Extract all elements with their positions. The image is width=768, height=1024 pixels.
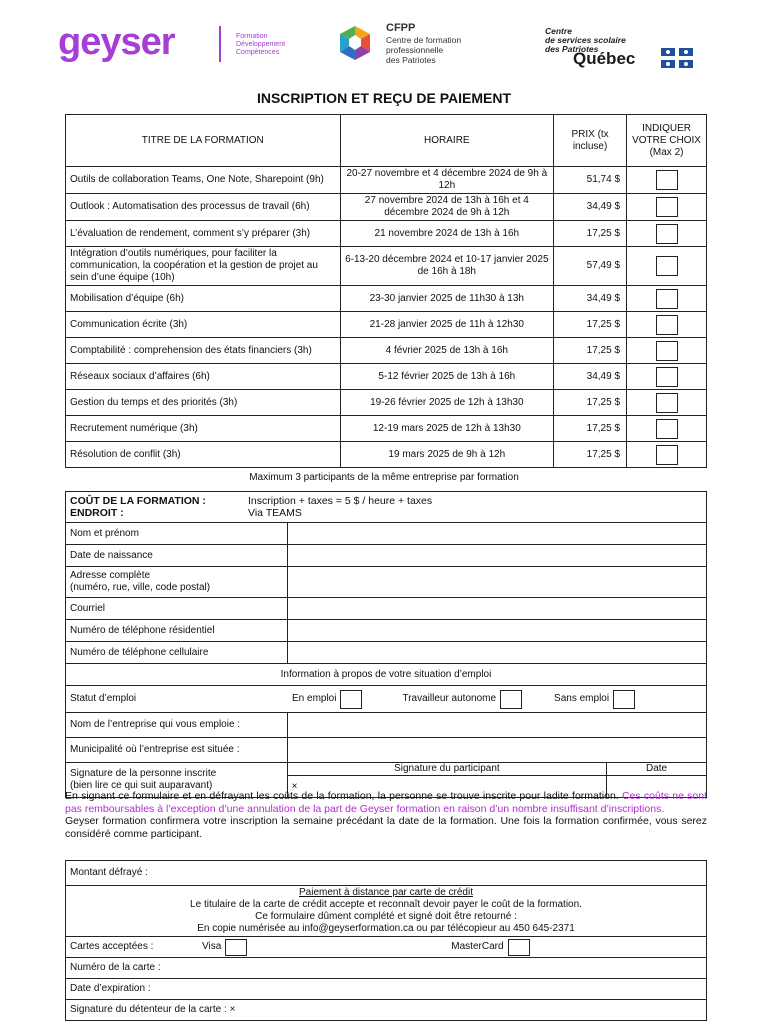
amount-row <box>66 861 707 886</box>
course-title: Intégration d’outils numériques, pour faciliter la communication, la coopération et la gestion de projet au sein d’une équipe (10h) <box>66 247 341 286</box>
col-header-price: PRIX (tx incluse) <box>554 115 627 167</box>
card-number-row <box>66 958 707 979</box>
address-hint: (numéro, rue, ville, code postal) <box>70 582 211 593</box>
course-price: 34,49 $ <box>554 286 627 312</box>
signature-label: Signature de la personne inscrite <box>70 768 217 779</box>
col-header-title: TITRE DE LA FORMATION <box>66 115 341 167</box>
mastercard-label: MasterCard <box>451 941 504 952</box>
cards-row <box>66 937 707 958</box>
card-number-label: Numéro de la carte : <box>70 962 161 973</box>
unemployed-label: Sans emploi <box>554 693 610 704</box>
page-title: INSCRIPTION ET REÇU DE PAIEMENT <box>256 90 512 106</box>
course-schedule: 19 mars 2025 de 9h à 12h <box>340 442 554 468</box>
visa-label: Visa <box>202 941 222 952</box>
course-title: L’évaluation de rendement, comment s’y préparer (3h) <box>66 221 341 247</box>
quebec-flag-icon <box>661 48 693 68</box>
address-label: Adresse complète <box>70 570 151 581</box>
quebec-wordmark: Québec <box>573 49 636 68</box>
course-choice-checkbox[interactable] <box>656 393 678 413</box>
cost-value: Inscription + taxes = 5 $ / heure + taxes <box>248 495 433 507</box>
holder-signature-field[interactable] <box>66 1000 707 1021</box>
payment-table <box>65 860 707 1021</box>
name-label: Nom et prénom <box>66 523 288 545</box>
card-number-field[interactable] <box>66 958 707 979</box>
employment-status-row <box>66 686 707 713</box>
course-price: 34,49 $ <box>554 194 627 221</box>
col-header-choice: INDIQUER VOTRE CHOIX (Max 2) <box>627 115 707 167</box>
remote-payment-row <box>66 886 707 937</box>
status-label: Statut d’emploi <box>70 693 137 704</box>
course-schedule: 21-28 janvier 2025 de 11h à 12h30 <box>340 312 554 338</box>
course-choice-cell <box>627 312 707 338</box>
course-schedule: 23-30 janvier 2025 de 11h30 à 13h <box>340 286 554 312</box>
email-row <box>66 598 707 620</box>
notice-text-2: Geyser formation confirmera votre inscription la semaine précédant la date de la formation. Une fois la formation confirmée, vous serez considéré comme participant. <box>65 815 707 840</box>
course-schedule: 19-26 février 2025 de 12h à 13h30 <box>340 390 554 416</box>
course-price: 17,25 $ <box>554 312 627 338</box>
self-employed-label: Travailleur autonome <box>402 693 497 704</box>
expiry-row <box>66 979 707 1000</box>
course-price: 17,25 $ <box>554 221 627 247</box>
remote-payment-title: Paiement à distance par carte de crédit <box>299 887 473 898</box>
place-label: ENDROIT : <box>70 507 124 519</box>
course-title: Recrutement numérique (3h) <box>66 416 341 442</box>
course-choice-checkbox[interactable] <box>656 224 678 244</box>
signature-hint: (bien lire ce qui suit auparavant) <box>70 780 213 791</box>
signature-participant-header: Signature du participant <box>287 763 606 776</box>
address-label-cell <box>66 567 288 598</box>
mastercard-checkbox[interactable] <box>508 939 530 956</box>
course-row <box>66 221 707 247</box>
cost-label: COÛT DE LA FORMATION : <box>70 495 206 507</box>
place-value: Via TEAMS <box>248 507 302 519</box>
date-header: Date <box>607 763 707 776</box>
course-title: Communication écrite (3h) <box>66 312 341 338</box>
self-employed-checkbox[interactable] <box>500 690 522 709</box>
course-row <box>66 167 707 194</box>
registration-table <box>65 491 707 798</box>
course-schedule: 5-12 février 2025 de 13h à 16h <box>340 364 554 390</box>
home-phone-label: Numéro de téléphone résidentiel <box>66 620 288 642</box>
course-choice-cell <box>627 221 707 247</box>
logo-divider <box>219 26 221 62</box>
expiry-label: Date d’expiration : <box>70 983 151 994</box>
employed-checkbox[interactable] <box>340 690 362 709</box>
course-price: 17,25 $ <box>554 390 627 416</box>
course-schedule: 21 novembre 2024 de 13h à 16h <box>340 221 554 247</box>
course-choice-cell <box>627 286 707 312</box>
course-row <box>66 286 707 312</box>
course-choice-cell <box>627 247 707 286</box>
amount-label: Montant défrayé : <box>66 861 707 886</box>
courses-table <box>65 114 707 468</box>
course-schedule: 20-27 novembre et 4 décembre 2024 de 9h à 12h <box>340 167 554 194</box>
course-choice-checkbox[interactable] <box>656 197 678 217</box>
course-title: Résolution de conflit (3h) <box>66 442 341 468</box>
course-choice-cell <box>627 194 707 221</box>
birth-row <box>66 545 707 567</box>
course-row <box>66 390 707 416</box>
registration-notice <box>65 790 707 840</box>
course-row <box>66 416 707 442</box>
birth-field[interactable] <box>287 545 706 567</box>
birth-label: Date de naissance <box>66 545 288 567</box>
col-header-schedule: HORAIRE <box>340 115 554 167</box>
address-row <box>66 567 707 598</box>
employer-row <box>66 713 707 738</box>
course-choice-cell <box>627 416 707 442</box>
employer-label: Nom de l’entreprise qui vous emploie : <box>66 713 288 738</box>
course-choice-checkbox[interactable] <box>656 367 678 387</box>
cfpp-logo-icon <box>334 24 376 64</box>
course-title: Outils de collaboration Teams, One Note, Sharepoint (9h) <box>66 167 341 194</box>
course-choice-checkbox[interactable] <box>656 445 678 465</box>
cfpp-title: CFPP <box>386 22 416 34</box>
course-row <box>66 247 707 286</box>
cfpp-subtitle: Centre de formation professionnelle des Patriotes <box>386 35 462 65</box>
employer-field[interactable] <box>287 713 706 738</box>
email-label: Courriel <box>66 598 288 620</box>
remote-payment-line-2: Ce formulaire dûment complété et signé doit être retourné : <box>255 911 517 922</box>
css-patriotes-name: Centre de services scolaire des Patriotes <box>545 26 626 54</box>
holder-signature-label: Signature du détenteur de la carte : <box>70 1004 227 1015</box>
email-field[interactable] <box>287 598 706 620</box>
employment-info-row <box>66 664 707 686</box>
name-field[interactable] <box>287 523 706 545</box>
course-price: 57,49 $ <box>554 247 627 286</box>
holder-signature-row <box>66 1000 707 1021</box>
course-choice-cell <box>627 167 707 194</box>
course-schedule: 4 février 2025 de 13h à 16h <box>340 338 554 364</box>
municipality-field[interactable] <box>287 738 706 763</box>
remote-payment-line-1: Le titulaire de la carte de crédit accepte et reconnaît devoir payer le coût de la formation. <box>190 899 582 910</box>
signature-x-mark: × <box>291 780 298 792</box>
notice-refund-policy: Ces coûts ne sont pas remboursables à l’exception d’une annulation de la part de Geyser formation en raison d’un nombre insuffisant d’inscriptions. <box>65 790 708 815</box>
course-choice-checkbox[interactable] <box>656 419 678 439</box>
course-choice-cell <box>627 390 707 416</box>
unemployed-checkbox[interactable] <box>613 690 635 709</box>
holder-signature-x-mark: × <box>229 1004 236 1015</box>
course-schedule: 6-13-20 décembre 2024 et 10-17 janvier 2025 de 16h à 18h <box>340 247 554 286</box>
course-choice-checkbox[interactable] <box>656 256 678 276</box>
course-title: Réseaux sociaux d’affaires (6h) <box>66 364 341 390</box>
cell-phone-field[interactable] <box>287 642 706 664</box>
course-price: 17,25 $ <box>554 442 627 468</box>
municipality-row <box>66 738 707 763</box>
notice-text-1: En signant ce formulaire et en défrayant les coûts de la formation, la personne se trouve inscrite pour ladite formation. <box>65 790 619 802</box>
visa-checkbox[interactable] <box>225 939 247 956</box>
max-participants-note: Maximum 3 participants de la même entreprise par formation <box>249 472 519 483</box>
employment-info-heading: Information à propos de votre situation d’emploi <box>66 664 707 686</box>
course-choice-checkbox[interactable] <box>656 289 678 309</box>
course-schedule: 27 novembre 2024 de 13h à 16h et 4 décembre 2024 de 9h à 12h <box>340 194 554 221</box>
course-choice-cell <box>627 338 707 364</box>
course-price: 17,25 $ <box>554 338 627 364</box>
cell-phone-row <box>66 642 707 664</box>
course-row <box>66 312 707 338</box>
remote-payment-line-3: En copie numérisée au info@geyserformation.ca ou par télécopieur au 450 645-2371 <box>197 923 575 934</box>
home-phone-field[interactable] <box>287 620 706 642</box>
geyser-tagline: Formation Développement Compétences <box>236 33 286 56</box>
expiry-field[interactable] <box>66 979 707 1000</box>
employed-label: En emploi <box>292 693 337 704</box>
course-row <box>66 338 707 364</box>
course-row <box>66 442 707 468</box>
municipality-label: Municipalité où l’entreprise est située : <box>66 738 288 763</box>
geyser-logo: geyser <box>58 21 175 63</box>
course-title: Gestion du temps et des priorités (3h) <box>66 390 341 416</box>
course-row <box>66 194 707 221</box>
course-choice-checkbox[interactable] <box>656 170 678 190</box>
signature-row <box>66 763 707 776</box>
name-row <box>66 523 707 545</box>
address-field[interactable] <box>287 567 706 598</box>
cost-row <box>66 492 707 523</box>
course-choice-cell <box>627 442 707 468</box>
course-title: Comptabilité : comprehension des états financiers (3h) <box>66 338 341 364</box>
course-price: 34,49 $ <box>554 364 627 390</box>
course-price: 51,74 $ <box>554 167 627 194</box>
home-phone-row <box>66 620 707 642</box>
cell-phone-label: Numéro de téléphone cellulaire <box>66 642 288 664</box>
course-row <box>66 364 707 390</box>
course-choice-cell <box>627 364 707 390</box>
course-price: 17,25 $ <box>554 416 627 442</box>
course-title: Mobilisation d’équipe (6h) <box>66 286 341 312</box>
course-title: Outlook : Automatisation des processus de travail (6h) <box>66 194 341 221</box>
courses-header-row <box>66 115 707 167</box>
cards-label: Cartes acceptées : <box>70 941 154 952</box>
course-choice-checkbox[interactable] <box>656 341 678 361</box>
course-schedule: 12-19 mars 2025 de 12h à 13h30 <box>340 416 554 442</box>
course-choice-checkbox[interactable] <box>656 315 678 335</box>
